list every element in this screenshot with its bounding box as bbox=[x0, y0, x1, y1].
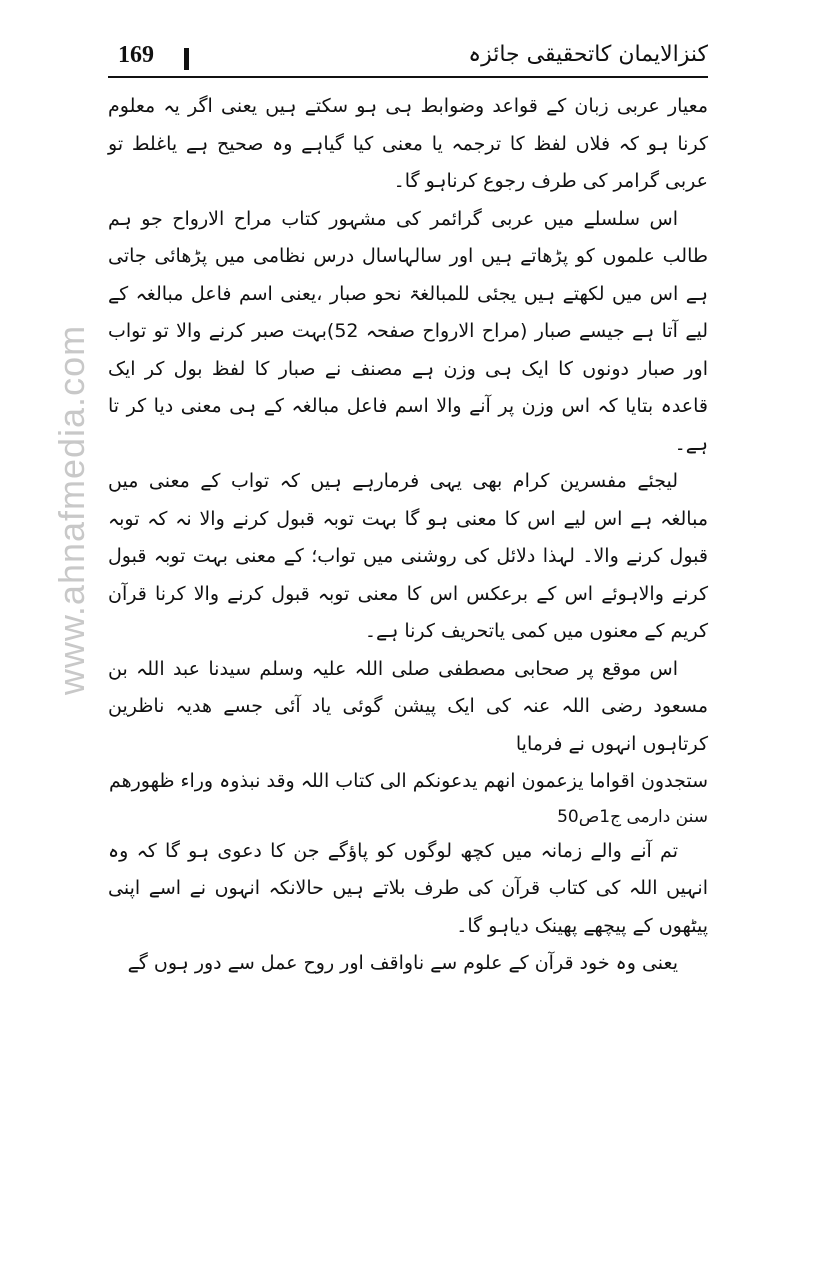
header-rule bbox=[108, 76, 708, 78]
page-number-bar bbox=[184, 48, 189, 70]
running-title: کنزالایمان کاتحقیقی جائزہ bbox=[468, 42, 708, 67]
paragraph-1: معیار عربی زبان کے قواعد وضوابط ہی ہو سکتے ہیں یعنی اگر یہ معلوم کرنا ہو کہ فلاں لفظ کا ترجمہ یا معنی کیا گیاہے وہ صحیح ہے یاغلط تو عربی گرامر کی طرف رجوع کرناہو گا۔ bbox=[108, 95, 708, 192]
page-header bbox=[108, 42, 708, 82]
paragraph-4: اس موقع پر صحابی مصطفی صلی اللہ علیہ وسلم سیدنا عبد اللہ بن مسعود رضی اللہ عنہ کی ایک پیشن گوئی یاد آئی جسے ھدیہ ناظرین کرتاہوں انہوں نے فرمایا bbox=[108, 657, 708, 755]
paragraph-2: اس سلسلے میں عربی گرائمر کی مشہور کتاب مراح الارواح جو ہم طالب علموں کو پڑھاتے ہیں اور سالہاسال درس نظامی میں پڑھائی جاتی ہے اس میں لکھتے ہیں یجئی للمبالغۃ نحو صبار ،یعنی اسم فاعل مبالغہ کے لیے آتا ہے جیسے صبار (مراح الارواح صفحہ 52)بہت صبر کرنے والا تو تواب اور صبار دونوں کا ایک ہی وزن ہے مصنف نے صبار کا لفظ بول کر ایک قاعدہ بتایا کہ اس وزن پر آنے والا اسم فاعل مبالغہ کے ہی معنی دیا کر تا ہے۔ bbox=[108, 207, 708, 455]
reference-citation: سنن دارمی ج1ص50 bbox=[557, 806, 708, 827]
page-number: 169 bbox=[118, 42, 154, 68]
watermark: www.ahnafmedia.com bbox=[51, 324, 92, 696]
page-body bbox=[108, 88, 708, 983]
translation-paragraph-1: تم آنے والے زمانہ میں کچھ لوگوں کو پاؤگے جن کا دعوی ہو گا کہ وہ انہیں اللہ کی کتاب قرآن کی طرف بلاتے ہیں حالانکہ انہوں نے اسے اپنی پیٹھوں کے پیچھے پھینک دیاہو گا۔ bbox=[108, 839, 708, 937]
arabic-quote: ستجدون اقواما یزعمون انھم یدعونکم الی کتاب اللہ وقد نبذوہ وراء ظھورھم bbox=[108, 770, 708, 792]
paragraph-3: لیجئے مفسرین کرام بھی یہی فرمارہے ہیں کہ تواب کے معنی میں مبالغہ ہے اس لیے اس کا معنی ہو گا بہت توبہ قبول کرنے والا نہ کہ توبہ قبول کرنے والا۔ لہذا دلائل کی روشنی میں تواب؛ کے معنی بہت توبہ قبول کرنے والاہوئے اس کے برعکس اس کا معنی توبہ قبول کرنے والا کرنا قرآن کریم کے معنوں میں کمی یاتحریف کرنا ہے۔ bbox=[108, 470, 708, 642]
translation-paragraph-2: یعنی وہ خود قرآن کے علوم سے ناواقف اور روح عمل سے دور ہوں گے bbox=[127, 952, 678, 974]
